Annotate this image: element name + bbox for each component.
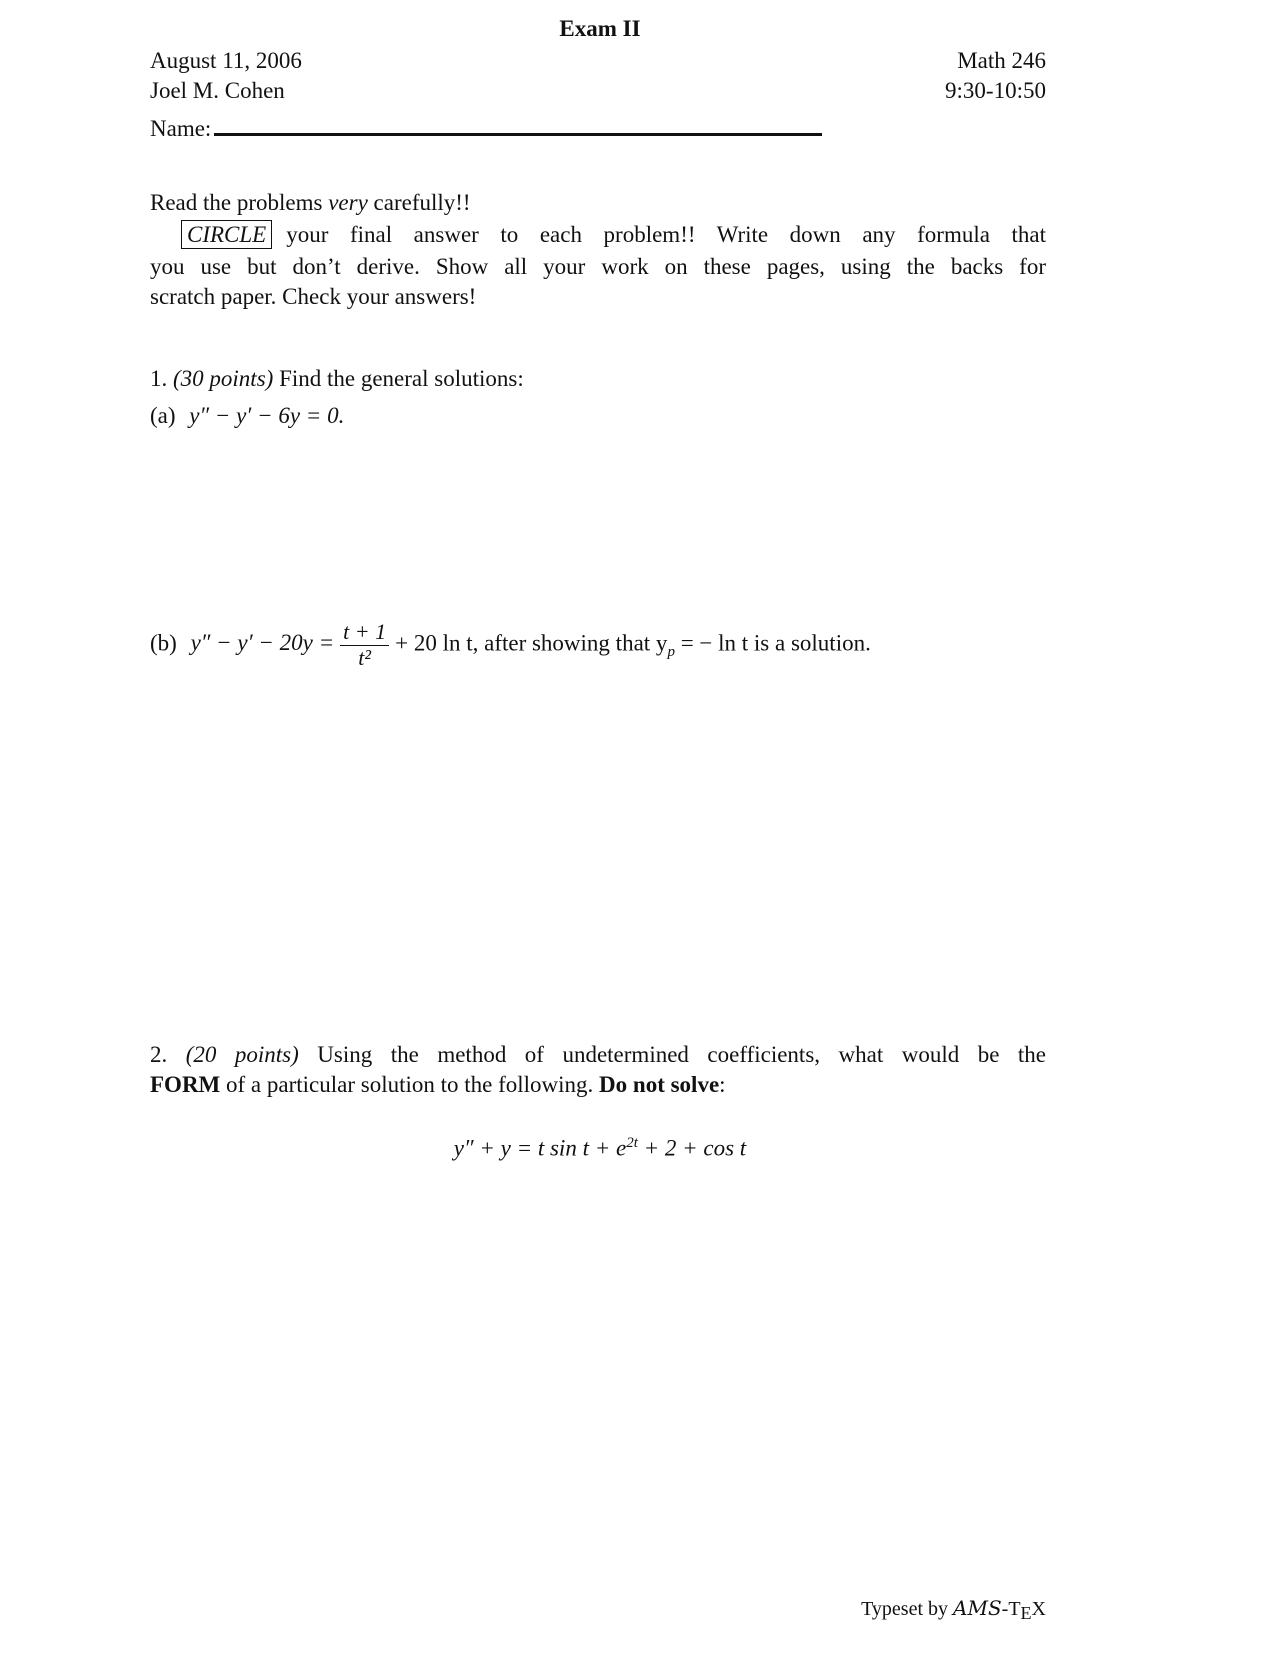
- problem-1a: [150, 401, 1046, 431]
- equation-2-exponent: 2t: [626, 1135, 638, 1151]
- exam-date: August 11, 2006: [150, 48, 302, 73]
- tex-logo-x: X: [1031, 1598, 1046, 1620]
- part-label: (b): [150, 630, 177, 656]
- problem-2-equation: [0, 1128, 1200, 1164]
- part-label: (a): [150, 403, 176, 428]
- ams-logo-text: AMS: [953, 1596, 1002, 1620]
- problem-prompt: Using the method of undetermined coefficients, what would be the: [317, 1042, 1047, 1067]
- exam-title: Exam II: [559, 16, 641, 41]
- problem-1b: [150, 620, 1046, 670]
- exam-author: Joel M. Cohen: [150, 78, 285, 103]
- instructions-text: carefully!!: [367, 190, 471, 215]
- do-not-solve-emphasis: Do not solve: [599, 1072, 720, 1097]
- typeset-label: Typeset by: [861, 1598, 954, 1620]
- tex-logo-t: -T: [1001, 1598, 1021, 1620]
- instructions-text: Read the problems: [150, 190, 329, 215]
- problem-prompt: Find the general solutions:: [279, 366, 524, 391]
- problem-number: 1.: [150, 366, 168, 391]
- instructions-line-1: [150, 188, 1046, 218]
- tex-logo-e: E: [1020, 1603, 1032, 1623]
- instructions-text: your final answer to each problem!! Write down any formula that: [286, 222, 1046, 247]
- typeset-footer: [861, 1596, 1046, 1621]
- emphasis-very: very: [328, 190, 368, 215]
- problem-points: (20 points): [185, 1042, 299, 1067]
- equation-1a: y″ − y′ − 6y = 0.: [189, 403, 345, 428]
- equation-2-main: y″ + y = t sin t + e: [453, 1135, 627, 1161]
- instructions-line-2: [150, 220, 1046, 250]
- circle-box: CIRCLE: [181, 220, 272, 249]
- equation-2-end: + 2 + cos t: [637, 1135, 747, 1161]
- problem-number: 2.: [150, 1042, 168, 1067]
- exam-time: 9:30-10:50: [945, 78, 1046, 103]
- form-emphasis: FORM: [150, 1072, 221, 1097]
- fraction-numerator: t + 1: [340, 620, 389, 646]
- name-blank-line[interactable]: [214, 133, 822, 136]
- name-label: Name:: [150, 116, 212, 141]
- fraction-denominator: t²: [358, 645, 371, 670]
- instructions-line-4: scratch paper. Check your answers!: [150, 284, 477, 309]
- problem-2-line-2: [150, 1070, 1046, 1100]
- problem-prompt: of a particular solution to the following.: [220, 1072, 600, 1097]
- problem-1-heading: [150, 364, 1046, 394]
- punctuation: :: [719, 1072, 726, 1097]
- equation-1b-end: = − ln t is a solution.: [674, 630, 871, 656]
- problem-points: (30 points): [173, 366, 274, 391]
- course-number: Math 246: [957, 48, 1046, 73]
- equation-1b-lhs: y″ − y′ − 20y =: [190, 630, 335, 656]
- instructions-line-3: you use but don’t derive. Show all your work on these pages, using the backs for: [150, 254, 1046, 279]
- problem-2-line-1: [150, 1040, 1046, 1070]
- fraction: [340, 620, 389, 670]
- subscript-p: p: [667, 643, 675, 660]
- equation-1b-rest: + 20 ln t, after showing that y: [395, 630, 668, 656]
